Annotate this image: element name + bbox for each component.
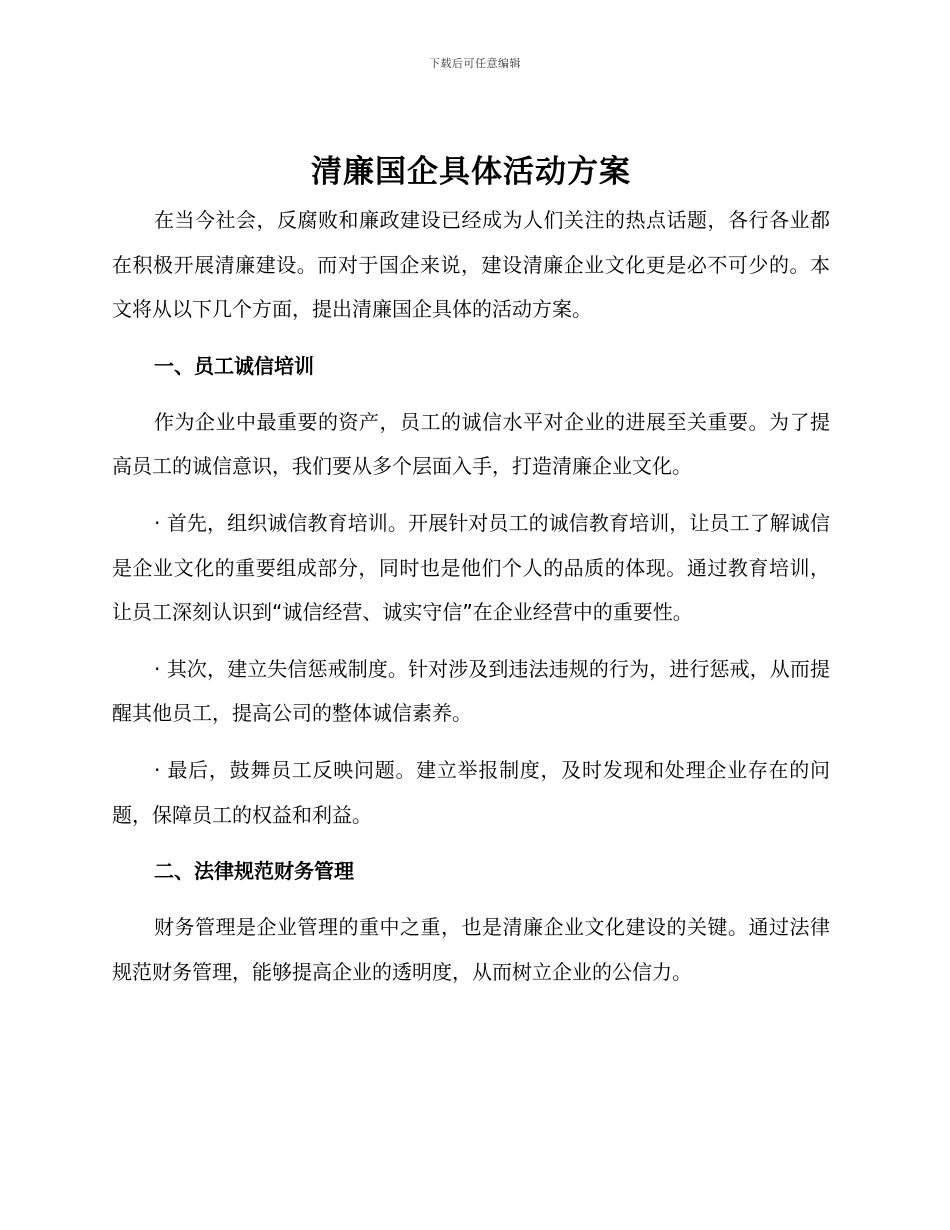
spacer [112,489,830,501]
spacer [112,332,830,344]
section-1-bullet-1: · 首先，组织诚信教育培训。开展针对员工的诚信教育培训，让员工了解诚信是企业文化的重要组成部分，同时也是他们个人的品质的体现。通过教育培训，让员工深刻认识到“诚信经营、诚实守信”在企业经营中的重要性。 [112,510,830,625]
section-2-paragraph-1: 财务管理是企业管理的重中之重，也是清廉企业文化建设的关键。通过法律规范财务管理，能够提高企业的透明度，从而树立企业的公信力。 [112,915,830,984]
spacer [112,736,830,748]
section-1-bullet-2: · 其次，建立失信惩戒制度。针对涉及到违法违规的行为，进行惩戒，从而提醒其他员工，提高公司的整体诚信素养。 [112,656,830,726]
section-1-paragraph-1: 作为企业中最重要的资产，员工的诚信水平对企业的进展至关重要。为了提高员工的诚信意识，我们要从多个层面入手，打造清廉企业文化。 [112,409,830,479]
spacer [112,635,830,647]
intro-paragraph: 在当今社会，反腐败和廉政建设已经成为人们关注的热点话题，各行各业都在积极开展清廉建设。而对于国企来说，建设清廉企业文化更是必不可少的。本文将从以下几个方面，提出清廉国企具体的活动方案。 [112,208,830,322]
document-body [112,150,830,994]
section-2-heading: 二、法律规范财务管理 [154,859,354,884]
spacer [112,893,830,905]
section-1-heading: 一、员工诚信培训 [154,353,314,378]
header-note: 下载后可任意编辑 [429,57,521,70]
spacer [112,388,830,400]
spacer [112,837,830,849]
section-1-bullet-3: · 最后，鼓舞员工反映问题。建立举报制度，及时发现和处理企业存在的问题，保障员工的权益和利益。 [112,757,830,827]
document-title: 清廉国企具体活动方案 [311,154,631,190]
